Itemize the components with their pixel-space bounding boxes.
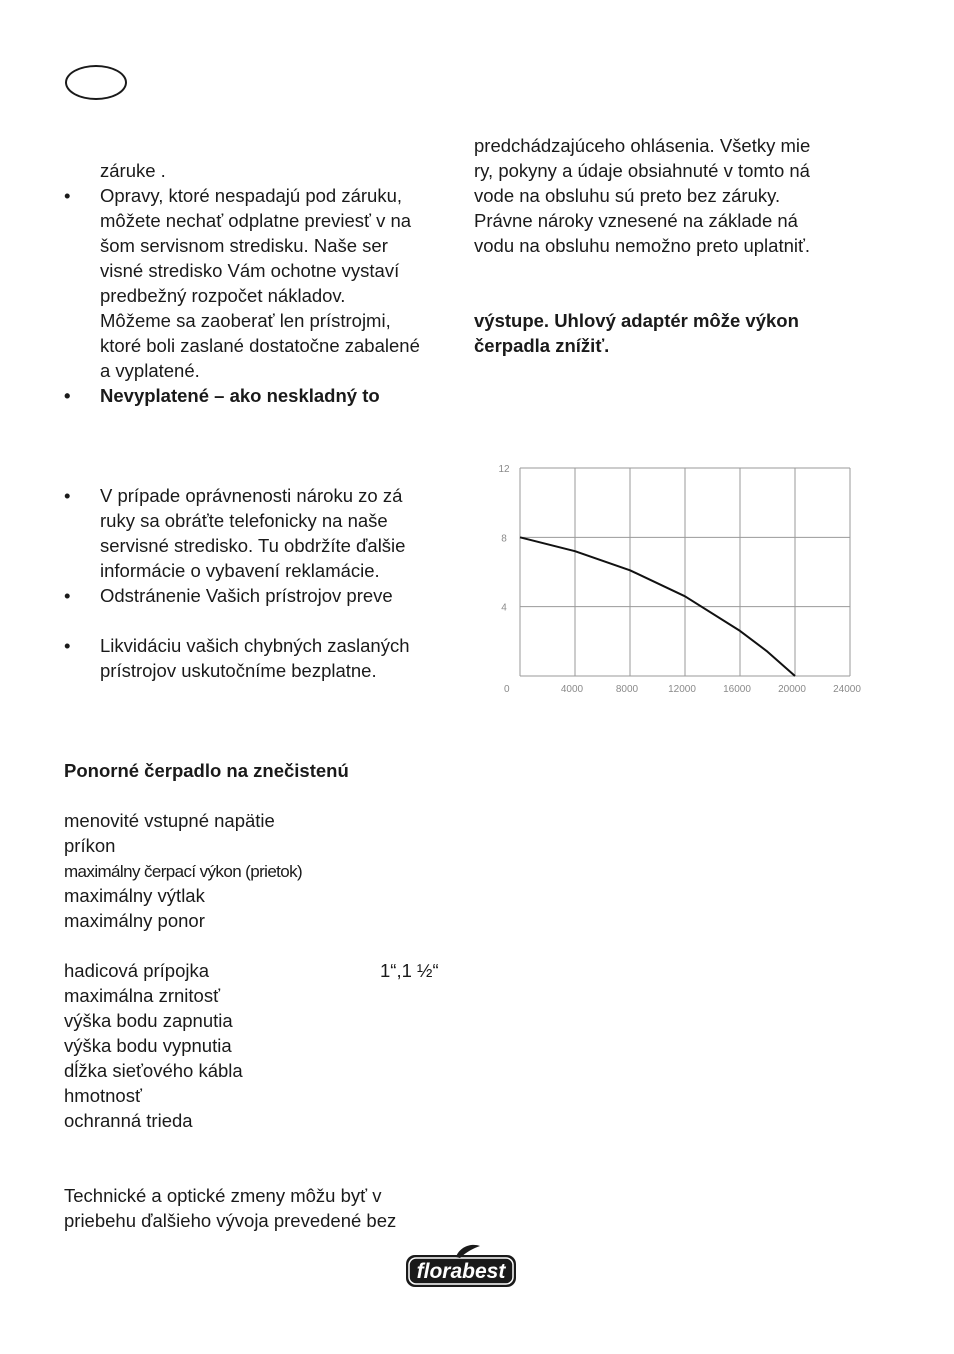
x-tick-label: 20000 bbox=[778, 684, 806, 695]
x-tick-label: 16000 bbox=[723, 684, 751, 695]
bullet-mark: • bbox=[64, 185, 71, 206]
x-tick-label: 4000 bbox=[560, 684, 584, 695]
left-line bbox=[64, 583, 454, 608]
left-line-text: informácie o vybavení reklamácie. bbox=[100, 560, 380, 581]
spec-label: príkon bbox=[64, 835, 116, 856]
right-line: predchádzajúceho ohlásenia. Všetky mie bbox=[474, 135, 811, 156]
left-line bbox=[64, 508, 454, 533]
left-line-text: predbežný rozpočet nákladov. bbox=[100, 285, 346, 306]
left-line bbox=[64, 633, 454, 658]
y-tick-label: 12 bbox=[498, 464, 510, 475]
left-line bbox=[64, 333, 454, 358]
right-line: Právne nároky vznesené na základe ná bbox=[474, 210, 798, 231]
left-line-text: ruky sa obráťte telefonicky na naše bbox=[100, 510, 388, 531]
spec-row bbox=[64, 783, 454, 808]
bullet-mark: • bbox=[64, 585, 71, 606]
spec-label: hmotnosť bbox=[64, 1085, 142, 1106]
spec-row bbox=[64, 808, 454, 833]
left-line bbox=[64, 458, 454, 483]
spec-row bbox=[64, 933, 454, 958]
right-line bbox=[474, 258, 864, 283]
right-column bbox=[474, 133, 864, 358]
spec-label: ochranná trieda bbox=[64, 1110, 193, 1131]
y-tick-label: 4 bbox=[501, 602, 507, 614]
left-line bbox=[64, 758, 454, 783]
spec-row bbox=[64, 858, 454, 883]
left-line-text: V prípade oprávnenosti nároku zo zá bbox=[100, 485, 403, 506]
bullet-mark: • bbox=[64, 635, 71, 656]
left-line-text: Likvidáciu vašich chybných zaslaných bbox=[100, 635, 410, 656]
left-line bbox=[64, 708, 454, 733]
left-line bbox=[64, 383, 454, 408]
spec-label: maximálny ponor bbox=[64, 910, 205, 931]
x-tick-label: 12000 bbox=[668, 684, 696, 695]
pump-performance-chart bbox=[490, 455, 870, 705]
spec-label: výška bodu vypnutia bbox=[64, 1035, 232, 1056]
left-line bbox=[64, 558, 454, 583]
left-line-text: prístrojov uskutočníme bezplatne. bbox=[100, 660, 377, 681]
right-line bbox=[474, 283, 864, 308]
left-line bbox=[64, 183, 454, 208]
left-line bbox=[64, 208, 454, 233]
right-line: vodu na obsluhu nemožno preto uplatniť. bbox=[474, 235, 811, 256]
right-line: čerpadla znížiť. bbox=[474, 335, 610, 356]
spec-row bbox=[64, 1083, 454, 1108]
left-line-text: šom servisnom stredisku. Naše ser bbox=[100, 235, 388, 256]
spec-label: výška bodu zapnutia bbox=[64, 1010, 233, 1031]
left-line bbox=[64, 158, 454, 183]
spec-row bbox=[64, 833, 454, 858]
right-line: ry, pokyny a údaje obsiahnuté v tomto ná bbox=[474, 160, 810, 181]
bullet-mark: • bbox=[64, 485, 71, 506]
right-line: vode na obsluhu sú preto bez záruky. bbox=[474, 185, 781, 206]
left-line-text: servisné stredisko. Tu obdržíte ďalšie bbox=[100, 535, 406, 556]
spec-row bbox=[64, 1033, 454, 1058]
left-line-text: Odstránenie Vašich prístrojov preve bbox=[100, 585, 393, 606]
left-line bbox=[64, 533, 454, 558]
left-line bbox=[64, 433, 454, 458]
left-line-text: Opravy, ktoré nespadajú pod záruku, bbox=[100, 185, 402, 206]
left-line bbox=[64, 408, 454, 433]
left-line-text: visné stredisko Vám ochotne vystaví bbox=[100, 260, 400, 281]
spec-row bbox=[64, 958, 454, 983]
spec-row bbox=[64, 983, 454, 1008]
spec-label: dĺžka sieťového kábla bbox=[64, 1060, 243, 1081]
left-line-text: a vyplatené. bbox=[100, 360, 200, 381]
spec-label: maximálna zrnitosť bbox=[64, 985, 221, 1006]
left-line bbox=[64, 308, 454, 333]
spec-row bbox=[64, 1108, 454, 1133]
right-line: výstupe. Uhlový adaptér môže výkon bbox=[474, 310, 799, 331]
left-line bbox=[64, 658, 454, 683]
spec-label: maximálny čerpací výkon (prietok) bbox=[64, 862, 303, 881]
left-line bbox=[64, 283, 454, 308]
x-tick-label: 24000 bbox=[833, 684, 861, 695]
left-line bbox=[64, 233, 454, 258]
spec-value: 1“,1 ½“ bbox=[380, 960, 439, 981]
spec-row bbox=[64, 1058, 454, 1083]
left-line-text: Môžeme sa zaoberať len prístrojmi, bbox=[100, 310, 391, 331]
footer-line-2: priebehu ďalšieho vývoja prevedené bez bbox=[64, 1210, 397, 1231]
left-line-text: záruke . bbox=[100, 160, 166, 181]
spec-label: hadicová prípojka bbox=[64, 960, 210, 981]
left-line-text: ktoré boli zaslané dostatočne zabalené bbox=[100, 335, 420, 356]
left-line bbox=[64, 683, 454, 708]
spec-row bbox=[64, 908, 454, 933]
left-line bbox=[64, 358, 454, 383]
spec-label: menovité vstupné napätie bbox=[64, 810, 275, 831]
logo-text: florabest bbox=[416, 1260, 506, 1283]
left-line bbox=[64, 733, 454, 758]
left-line-text: Ponorné čerpadlo na znečistenú bbox=[64, 760, 349, 781]
footer-note bbox=[64, 1183, 454, 1233]
spec-label: maximálny výtlak bbox=[64, 885, 205, 906]
bullet-mark: • bbox=[64, 385, 71, 406]
spec-row bbox=[64, 1008, 454, 1033]
left-line-text: Nevyplatené – ako neskladný to bbox=[100, 385, 380, 406]
left-column bbox=[64, 158, 454, 783]
x-tick-label: 0 bbox=[504, 684, 510, 695]
left-line bbox=[64, 258, 454, 283]
language-badge bbox=[65, 65, 127, 100]
footer-line-1: Technické a optické zmeny môžu byť v bbox=[64, 1185, 382, 1206]
y-tick-label: 8 bbox=[501, 533, 507, 545]
left-line bbox=[64, 608, 454, 633]
left-line bbox=[64, 483, 454, 508]
florabest-logo bbox=[404, 1244, 518, 1290]
left-line-text: môžete nechať odplatne previesť v na bbox=[100, 210, 412, 231]
x-tick-label: 8000 bbox=[615, 684, 639, 695]
spec-row bbox=[64, 883, 454, 908]
technical-specs bbox=[64, 783, 454, 1133]
